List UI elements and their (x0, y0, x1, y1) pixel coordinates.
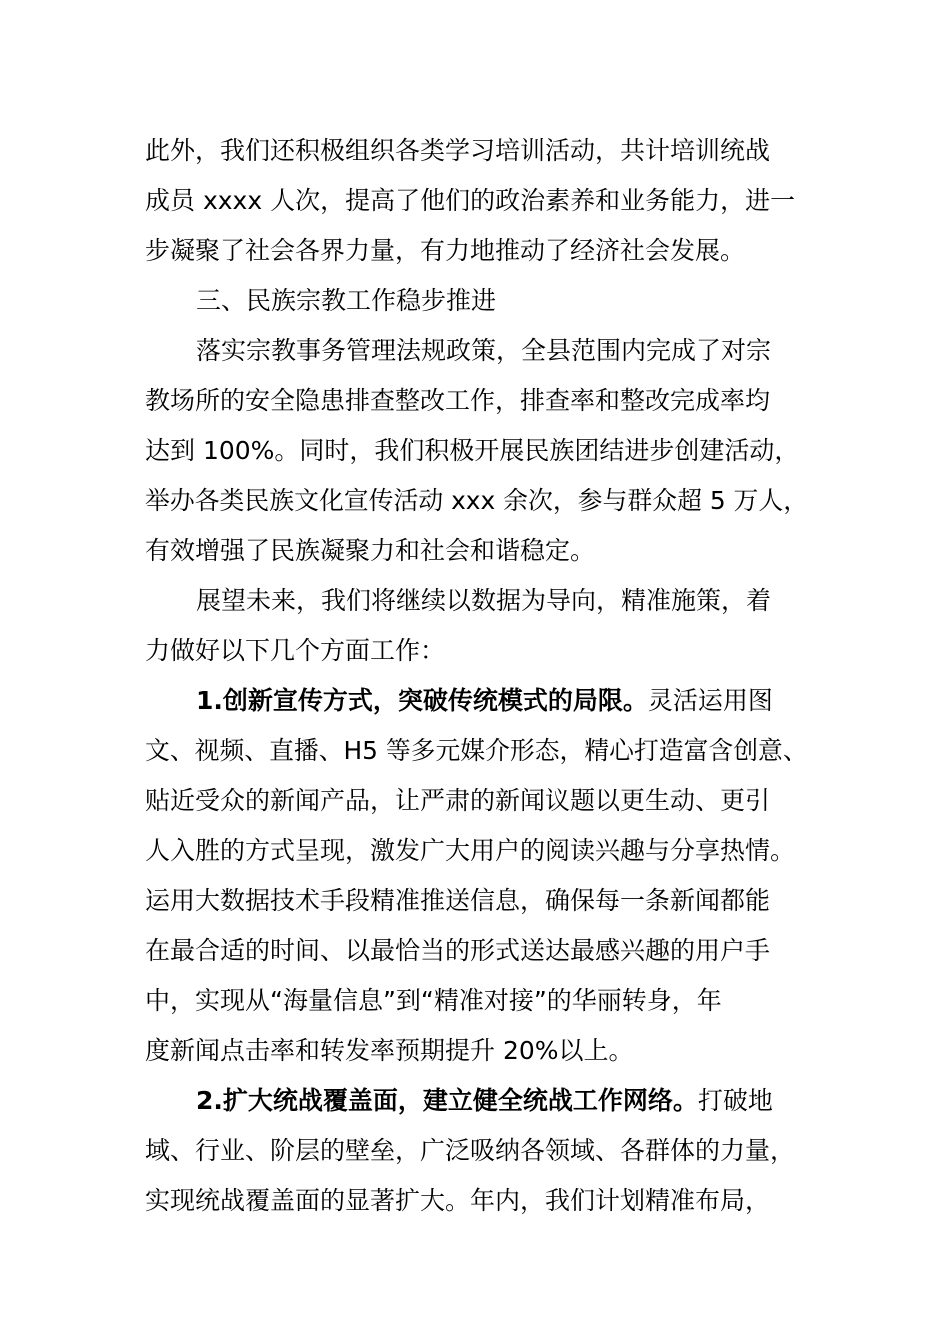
paragraph-line: 力做好以下几个方面工作： (145, 636, 446, 665)
paragraph-line: 中，实现从“海量信息”到“精准对接”的华丽转身，年 (145, 986, 722, 1015)
list-item-line (196, 684, 773, 718)
paragraph-line: 举办各类民族文化宣传活动 xxx 余次，参与群众超 5 万人， (145, 486, 809, 515)
paragraph-line: 步凝聚了社会各界力量，有力地推动了经济社会发展。 (145, 236, 746, 265)
paragraph-line: 实现统战覆盖面的显著扩大。年内，我们计划精准布局， (145, 1186, 771, 1215)
list-item-line (196, 1084, 773, 1118)
list-item-lead-1: 1.创新宣传方式，突破传统模式的局限。 (196, 686, 648, 715)
section-heading: 三、民族宗教工作稳步推进 (196, 286, 497, 315)
paragraph-line: 落实宗教事务管理法规政策，全县范围内完成了对宗 (196, 336, 772, 365)
paragraph-line: 在最合适的时间、以最恰当的形式送达最感兴趣的用户手 (145, 936, 771, 965)
paragraph-line: 度新闻点击率和转发率预期提升 20%以上。 (145, 1036, 634, 1065)
paragraph-line: 展望未来，我们将继续以数据为导向，精准施策，着 (196, 586, 772, 615)
paragraph-line: 达到 100%。同时，我们积极开展民族团结进步创建活动， (145, 436, 800, 465)
paragraph-line: 有效增强了民族凝聚力和社会和谐稳定。 (145, 536, 596, 565)
paragraph-line: 贴近受众的新闻产品，让严肃的新闻议题以更生动、更引 (145, 786, 771, 815)
paragraph-line: 人入胜的方式呈现，激发广大用户的阅读兴趣与分享热情。 (145, 836, 796, 865)
paragraph-line: 成员 xxxx 人次，提高了他们的政治素养和业务能力，进一 (145, 186, 796, 215)
paragraph-line: 教场所的安全隐患排查整改工作，排查率和整改完成率均 (145, 386, 771, 415)
list-item-lead-2: 2.扩大统战覆盖面，建立健全统战工作网络。 (196, 1086, 698, 1115)
paragraph-line: 域、行业、阶层的壁垒，广泛吸纳各领域、各群体的力量， (145, 1136, 796, 1165)
paragraph-line: 运用大数据技术手段精准推送信息，确保每一条新闻都能 (145, 886, 771, 915)
paragraph-line: 此外，我们还积极组织各类学习培训活动，共计培训统战 (145, 136, 771, 165)
paragraph-line: 文、视频、直播、H5 等多元媒介形态，精心打造富含创意、 (145, 736, 808, 765)
list-item-text: 打破地 (697, 1086, 773, 1115)
list-item-text: 灵活运用图 (647, 686, 773, 715)
